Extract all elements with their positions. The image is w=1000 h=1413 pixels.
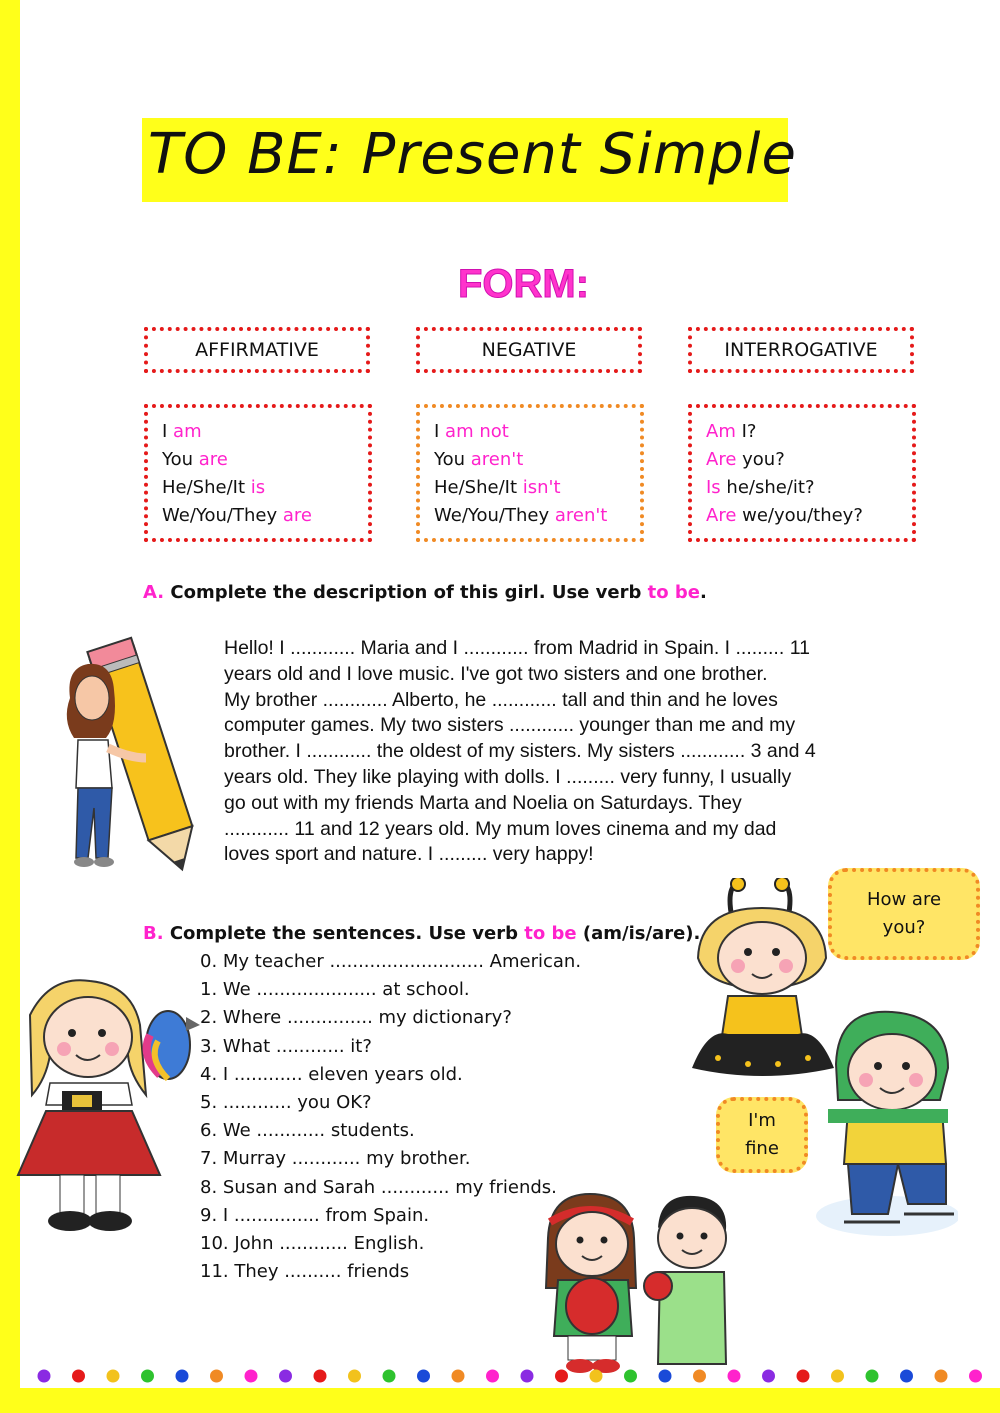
affirmative-box [144,404,372,542]
decorative-dot [797,1370,810,1383]
decorative-dot [107,1370,120,1383]
negative-row [434,474,640,502]
sentence-item: 0. My teacher ........................... American. [200,951,582,972]
section-letter: B. [143,923,164,944]
negative-row [434,418,640,446]
subject: I [434,421,440,442]
section-letter: A. [143,582,165,603]
verb: isn't [522,477,561,498]
subject: you? [742,449,785,470]
subject: He/She/It [434,477,518,498]
instruction-highlight: to be [647,582,700,603]
affirmative-header [144,327,370,373]
interrogative-header [688,327,914,373]
affirmative-row [162,474,368,502]
form-heading: FORM: [458,262,590,306]
paragraph-line: Hello! I ............ Maria and I ............ from Madrid in Spain. I ......... 11 [224,637,810,659]
affirmative-header-label: AFFIRMATIVE [195,339,319,361]
paragraph-line: brother. I ............ the oldest of my sisters. My sisters ............ 3 and 4 [224,740,816,763]
decorative-dot [866,1370,879,1383]
verb: are [282,505,312,526]
decorative-dot [555,1370,568,1383]
decorative-dot [486,1370,499,1383]
subject: He/She/It [162,477,246,498]
verb: are [198,449,228,470]
sentence-item: 9. I ............... from Spain. [200,1204,430,1226]
decorative-dot [659,1370,672,1383]
speech-bubble-answer [716,1097,808,1173]
decorative-dot [900,1370,913,1383]
paragraph-line: ............ 11 and 12 years old. My mum loves cinema and my dad [224,817,777,840]
decorative-dot [624,1370,637,1383]
decorative-dot [831,1370,844,1383]
interrogative-row [706,502,912,530]
subject: I? [741,421,757,442]
sentence-item: 11. They .......... friends [200,1261,410,1283]
bottom-yellow-border [0,1388,1000,1413]
interrogative-row [706,418,912,446]
sentence-item: 7. Murray ............ my brother. [200,1148,471,1170]
decorative-dot-border [30,1368,990,1384]
bubble-text: fine [745,1138,779,1159]
bubble-text: How are [866,889,942,910]
sentence-item: 3. What ............ it? [200,1035,372,1057]
subject: We/You/They [434,505,550,526]
section-a-instruction [143,582,707,603]
interrogative-row [706,474,912,502]
bubble-text: I'm [748,1110,776,1131]
verb: am not [445,421,509,442]
decorative-dot [728,1370,741,1383]
interrogative-box [688,404,916,542]
sentence-item: 6. We ............ students. [200,1120,415,1142]
paragraph-line: My brother ............ Alberto, he ............ tall and thin and he loves [224,688,778,711]
instruction-end: (am/is/are). [582,923,701,944]
subject: You [162,449,194,470]
decorative-dot [72,1370,85,1383]
speech-bubble-question [828,868,980,960]
decorative-dot [38,1370,51,1383]
kids-with-strawberries-illustration [540,1188,740,1378]
decorative-dot [969,1370,982,1383]
page-title: TO BE: Present Simple [148,122,797,187]
sentence-item: 8. Susan and Sarah ............ my friends. [200,1176,557,1198]
boy-with-hat-illustration [808,1004,958,1240]
subject: I [162,421,168,442]
affirmative-row [162,418,368,446]
paragraph-line: computer games. My two sisters ............ younger than me and my [224,714,796,737]
verb: aren't [470,449,524,470]
decorative-dot [348,1370,361,1383]
sentence-item: 4. I ............ eleven years old. [200,1063,463,1085]
decorative-dot [314,1370,327,1383]
paragraph-line: go out with my friends Marta and Noelia on Saturdays. They [224,791,742,814]
affirmative-row [162,502,368,530]
interrogative-row [706,446,912,474]
decorative-dot [245,1370,258,1383]
decorative-dot [279,1370,292,1383]
instruction-text: Complete the description of this girl. Use verb [170,582,642,603]
decorative-dot [935,1370,948,1383]
paragraph-line: loves sport and nature. I ......... very happy! [224,843,594,866]
decorative-dot [693,1370,706,1383]
girl-with-pencil-illustration [48,628,208,876]
description-paragraph [224,636,864,868]
negative-row [434,446,640,474]
subject: We/You/They [162,505,278,526]
verb: aren't [554,505,608,526]
subject: we/you/they? [742,505,863,526]
sentence-list [200,948,581,1286]
decorative-dot [417,1370,430,1383]
verb: Am [706,421,736,442]
paragraph-line: years old. They like playing with dolls. I ......... very funny, I usually [224,765,792,788]
affirmative-row [162,446,368,474]
decorative-dot [452,1370,465,1383]
negative-box [416,404,644,542]
bubble-text: you? [882,917,926,938]
instruction-end: . [699,582,707,603]
sentence-item: 5. ............ you OK? [200,1092,372,1114]
decorative-dot [762,1370,775,1383]
decorative-dot [176,1370,189,1383]
subject: he/she/it? [726,477,815,498]
decorative-dot [521,1370,534,1383]
verb: am [173,421,202,442]
verb: Are [706,505,737,526]
decorative-dot [141,1370,154,1383]
sentence-item: 2. Where ............... my dictionary? [200,1007,512,1029]
instruction-highlight: to be [524,923,577,944]
girl-with-parrot-illustration [10,975,200,1245]
decorative-dot [383,1370,396,1383]
paragraph-line: years old and I love music. I've got two sisters and one brother. [224,662,768,685]
verb: Is [706,477,721,498]
verb: Are [706,449,737,470]
instruction-text: Complete the sentences. Use verb [169,923,518,944]
negative-header [416,327,642,373]
verb: is [250,477,266,498]
section-b-instruction [143,923,700,944]
sentence-item: 10. John ............ English. [200,1233,425,1255]
subject: You [434,449,466,470]
sentence-item: 1. We ..................... at school. [200,979,470,1001]
negative-row [434,502,640,530]
decorative-dot [590,1370,603,1383]
decorative-dot [210,1370,223,1383]
interrogative-header-label: INTERROGATIVE [724,339,878,361]
negative-header-label: NEGATIVE [481,339,577,361]
